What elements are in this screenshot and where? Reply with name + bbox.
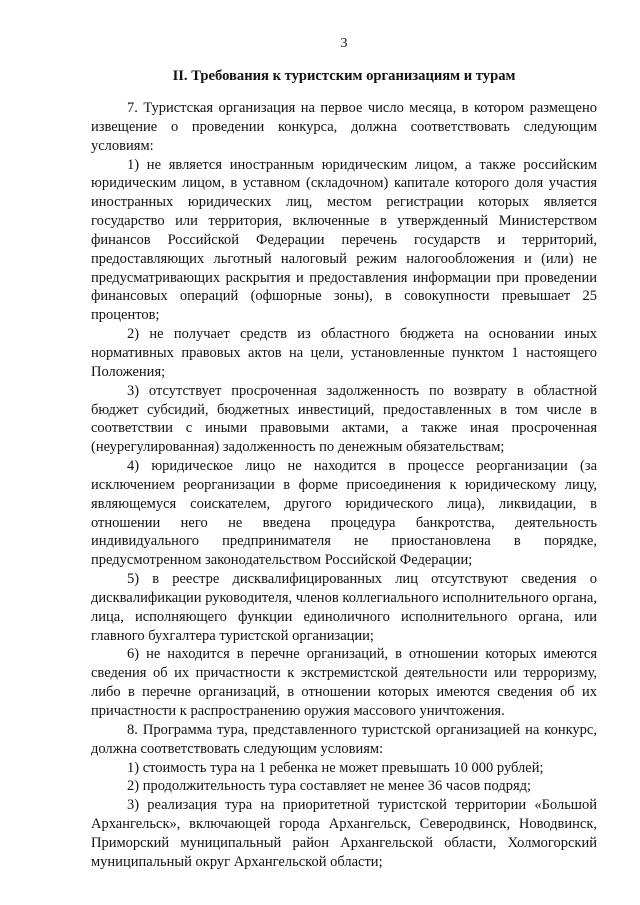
paragraph-7-item-3: 3) отсутствует просроченная задолженность по возврату в областной бюджет субсидий, бюджетных инвестиций, предоставленных в том числе в соответствии с иными правовыми актами, а также иная просроченная (неурегулированная) задолженность по денежным обязательствам;: [91, 382, 597, 456]
paragraph-7-item-5: 5) в реестре дисквалифицированных лиц отсутствуют сведения о дисквалификации руководителя, членов коллегиального исполнительного органа, лица, исполняющего функции единоличного исполнительного органа, или главного бухгалтера туристской организации;: [91, 571, 597, 644]
paragraph-8-item-1: 1) стоимость тура на 1 ребенка не может превышать 10 000 рублей;: [127, 759, 544, 776]
body-text: [91, 99, 597, 872]
section-title: II. Требования к туристским организациям и турам: [172, 68, 516, 84]
paragraph-7-item-4: 4) юридическое лицо не находится в процессе реорганизации (за исключением реорганизации в форме присоединения к юридическому лицу, являющемуся соискателем, другого юридического лица), ликвидации, в отношении него не введена процедура банкротства, деятельность индивидуального предпринимателя не приостановлена в порядке, предусмотренном законодательством Российской Федерации;: [91, 458, 597, 569]
paragraph-7-item-2: 2) не получает средств из областного бюджета на основании иных нормативных правовых актов на цели, установленные пунктом 1 настоящего Положения;: [91, 326, 597, 380]
paragraph-7-item-6: 6) не находится в перечне организаций, в отношении которых имеются сведения об их причастности к экстремистской деятельности или терроризму, либо в перечне организаций, в отношении которых имеются сведения об их причастности к распространению оружия массового уничтожения.: [91, 646, 597, 719]
paragraph-8-intro: 8. Программа тура, представленного туристской организацией на конкурс, должна соответствовать следующим условиям:: [91, 721, 597, 757]
page-number: 3: [340, 36, 348, 51]
paragraph-7-intro: 7. Туристская организация на первое число месяца, в котором размещено извещение о проведении конкурса, должна соответствовать следующим условиям:: [91, 100, 597, 154]
paragraph-8-item-2: 2) продолжительность тура составляет не менее 36 часов подряд;: [127, 778, 532, 795]
paragraph-8-item-3: 3) реализация тура на приоритетной туристской территории «Большой Архангельск», включающей города Архангельск, Северодвинск, Новодвинск, Приморский муниципальный район Архангельской области, Холмогорский муниципальный округ Архангельской области;: [91, 797, 597, 870]
paragraph-7-item-1: 1) не является иностранным юридическим лицом, а также российским юридическим лицом, в уставном (складочном) капитале которого доля участия иностранных юридических лиц, местом регистрации которых является государство или территория, включенные в утвержденный Министерством финансов Российской Федерации перечень государств и территорий, предоставляющих льготный налоговый режим налогообложения и (или) не предусматривающих раскрытия и предоставления информации при проведении финансовых операций (офшорные зоны), в совокупности превышает 25 процентов;: [91, 156, 597, 324]
